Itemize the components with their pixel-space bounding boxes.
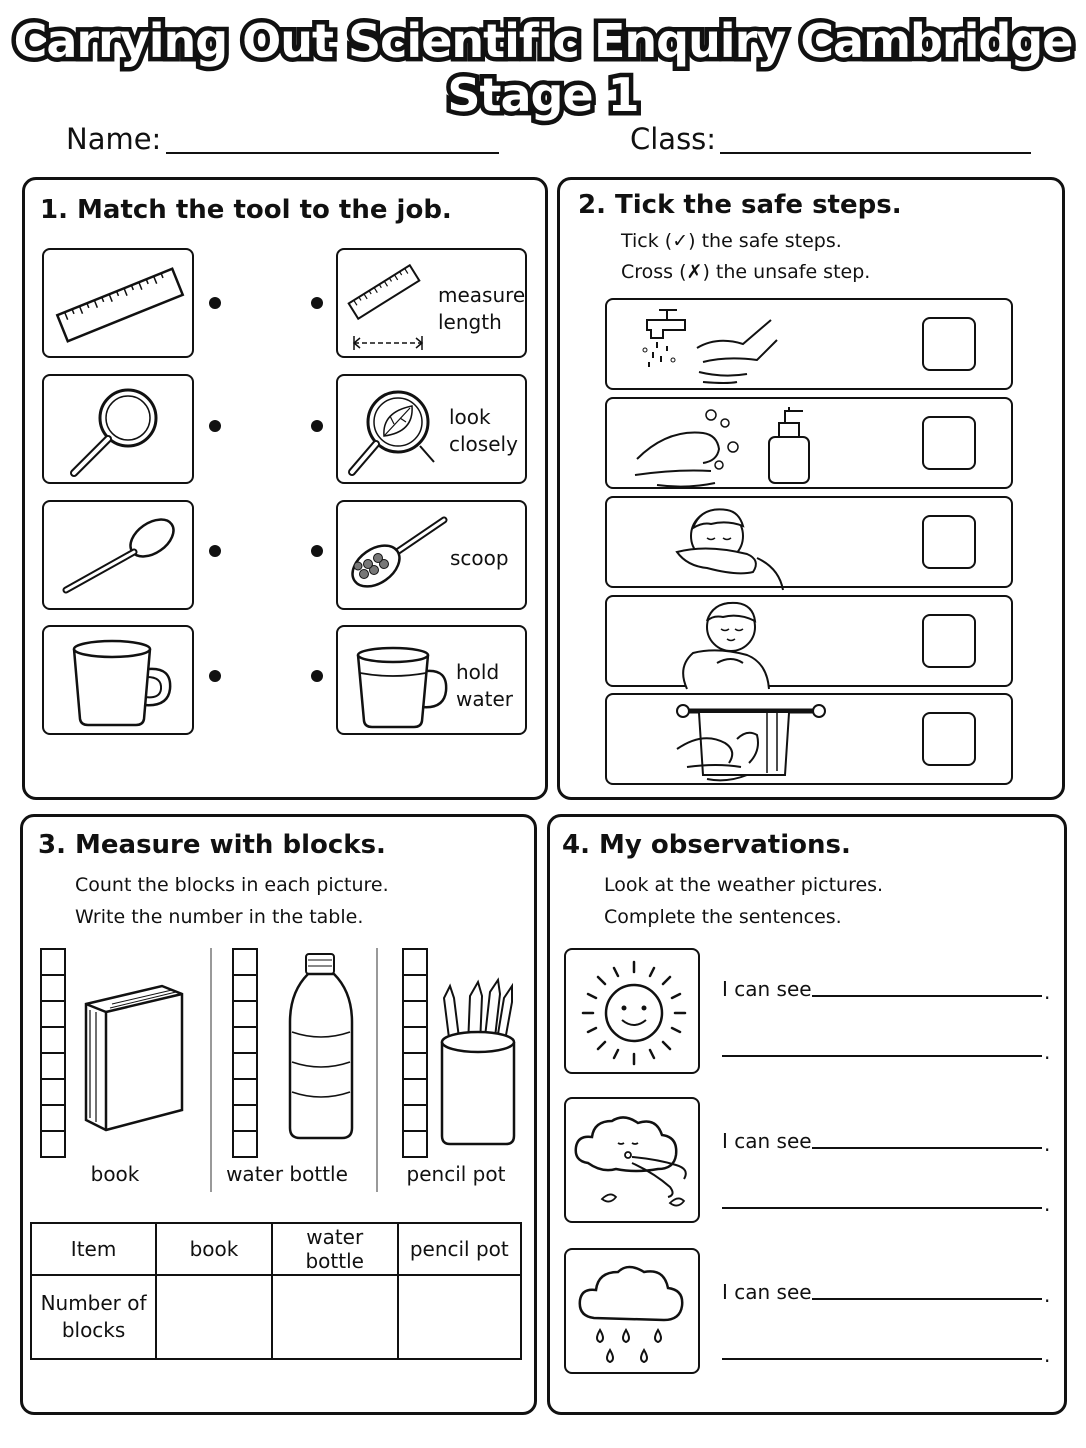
section-4-instruction-1: Look at the weather pictures.	[604, 874, 884, 896]
table-header-pencil-pot: pencil pot	[398, 1223, 521, 1275]
section-2-instruction-2: Cross (✗) the unsafe step.	[621, 261, 871, 283]
weather-box-sunny	[564, 948, 700, 1074]
worksheet-title: Carrying Out Scientific Enquiry Cambridge Stage 1	[13, 14, 1073, 122]
match-dot-tool-2[interactable]	[209, 420, 221, 432]
step-row-2	[605, 397, 1013, 489]
child-eating-icon	[607, 597, 827, 689]
job-box-measure	[336, 248, 527, 358]
cup-icon	[44, 627, 196, 737]
job-box-look	[336, 374, 527, 484]
table-header-item: Item	[31, 1223, 156, 1275]
divider-1	[210, 948, 212, 1192]
tick-box-2[interactable]	[922, 416, 976, 470]
tool-box-spoon	[42, 500, 194, 610]
answer-line-1a[interactable]	[812, 995, 1042, 997]
tick-box-1[interactable]	[922, 317, 976, 371]
tick-box-3[interactable]	[922, 515, 976, 569]
ruler-icon	[44, 250, 196, 360]
job-label-look: look closely	[449, 405, 518, 456]
job-label-measure: measure length	[438, 283, 526, 334]
match-dot-tool-4[interactable]	[209, 670, 221, 682]
section-1-heading: 1. Match the tool to the job.	[40, 195, 452, 225]
cup-water-icon	[338, 627, 448, 737]
spoon-icon	[44, 502, 196, 612]
tick-box-5[interactable]	[922, 712, 976, 766]
tool-box-magnifier	[42, 374, 194, 484]
child-sneezing-into-elbow-icon	[607, 498, 827, 590]
answer-line-1b[interactable]	[722, 1055, 1042, 1057]
divider-2	[376, 948, 378, 1192]
match-dot-job-4[interactable]	[311, 670, 323, 682]
section-4-heading: 4. My observations.	[562, 830, 851, 860]
table-cell-pencil-pot-count[interactable]	[398, 1275, 521, 1359]
sentence-prefix-1: I can see	[722, 977, 812, 1001]
match-dot-job-2[interactable]	[311, 420, 323, 432]
block-stack-book	[40, 948, 66, 1158]
weather-box-rainy	[564, 1248, 700, 1374]
block-stack-bottle	[232, 948, 258, 1158]
section-3-instruction-2: Write the number in the table.	[75, 906, 364, 928]
job-box-scoop	[336, 500, 527, 610]
table-row-label: Number of blocks	[31, 1275, 156, 1359]
wind-cloud-icon	[566, 1099, 702, 1225]
section-3-instruction-1: Count the blocks in each picture.	[75, 874, 389, 896]
table-cell-book-count[interactable]	[156, 1275, 272, 1359]
weather-box-windy	[564, 1097, 700, 1223]
book-icon	[80, 980, 190, 1140]
soap-hands-icon	[607, 399, 827, 491]
section-2-instruction-1: Tick (✓) the safe steps.	[621, 230, 842, 252]
item-label-book: book	[90, 1162, 140, 1186]
match-dot-job-1[interactable]	[311, 297, 323, 309]
answer-line-2a[interactable]	[812, 1147, 1042, 1149]
match-dot-tool-3[interactable]	[209, 545, 221, 557]
match-dot-job-3[interactable]	[311, 545, 323, 557]
tool-box-cup	[42, 625, 194, 735]
name-label: Name:	[66, 122, 162, 156]
section-2-heading: 2. Tick the safe steps.	[578, 190, 902, 220]
step-row-1	[605, 298, 1013, 390]
blocks-table	[30, 1222, 522, 1360]
tap-washing-hands-icon	[607, 300, 807, 392]
rain-cloud-icon	[566, 1250, 702, 1376]
class-field[interactable]	[720, 152, 1031, 154]
section-4-instruction-2: Complete the sentences.	[604, 906, 842, 928]
item-label-pencil-pot: pencil pot	[406, 1162, 506, 1186]
item-label-bottle: water bottle	[226, 1162, 348, 1186]
tick-box-4[interactable]	[922, 614, 976, 668]
step-row-4	[605, 595, 1013, 687]
spoon-beads-icon	[338, 502, 448, 612]
answer-line-3a[interactable]	[812, 1298, 1042, 1300]
pencil-pot-icon	[436, 976, 526, 1146]
job-label-hold: hold water	[456, 660, 513, 711]
ruler-measure-icon	[338, 250, 428, 360]
block-stack-pencil-pot	[402, 948, 428, 1158]
table-cell-bottle-count[interactable]	[272, 1275, 398, 1359]
magnifying-glass-icon	[44, 376, 196, 486]
answer-line-3b[interactable]	[722, 1358, 1042, 1360]
tool-box-ruler	[42, 248, 194, 358]
step-row-3	[605, 496, 1013, 588]
job-box-hold	[336, 625, 527, 735]
water-bottle-icon	[286, 952, 356, 1142]
table-header-water-bottle: water bottle	[272, 1223, 398, 1275]
drying-hands-towel-icon	[607, 695, 837, 787]
sentence-prefix-3: I can see	[722, 1280, 812, 1304]
sun-icon	[566, 950, 702, 1076]
step-row-5	[605, 693, 1013, 785]
name-field[interactable]	[166, 152, 499, 154]
table-header-book: book	[156, 1223, 272, 1275]
section-3-heading: 3. Measure with blocks.	[38, 830, 386, 860]
answer-line-2b[interactable]	[722, 1207, 1042, 1209]
job-label-scoop: scoop	[450, 546, 509, 570]
magnifier-leaf-icon	[338, 376, 438, 486]
sentence-prefix-2: I can see	[722, 1129, 812, 1153]
class-label: Class:	[630, 122, 717, 156]
match-dot-tool-1[interactable]	[209, 297, 221, 309]
